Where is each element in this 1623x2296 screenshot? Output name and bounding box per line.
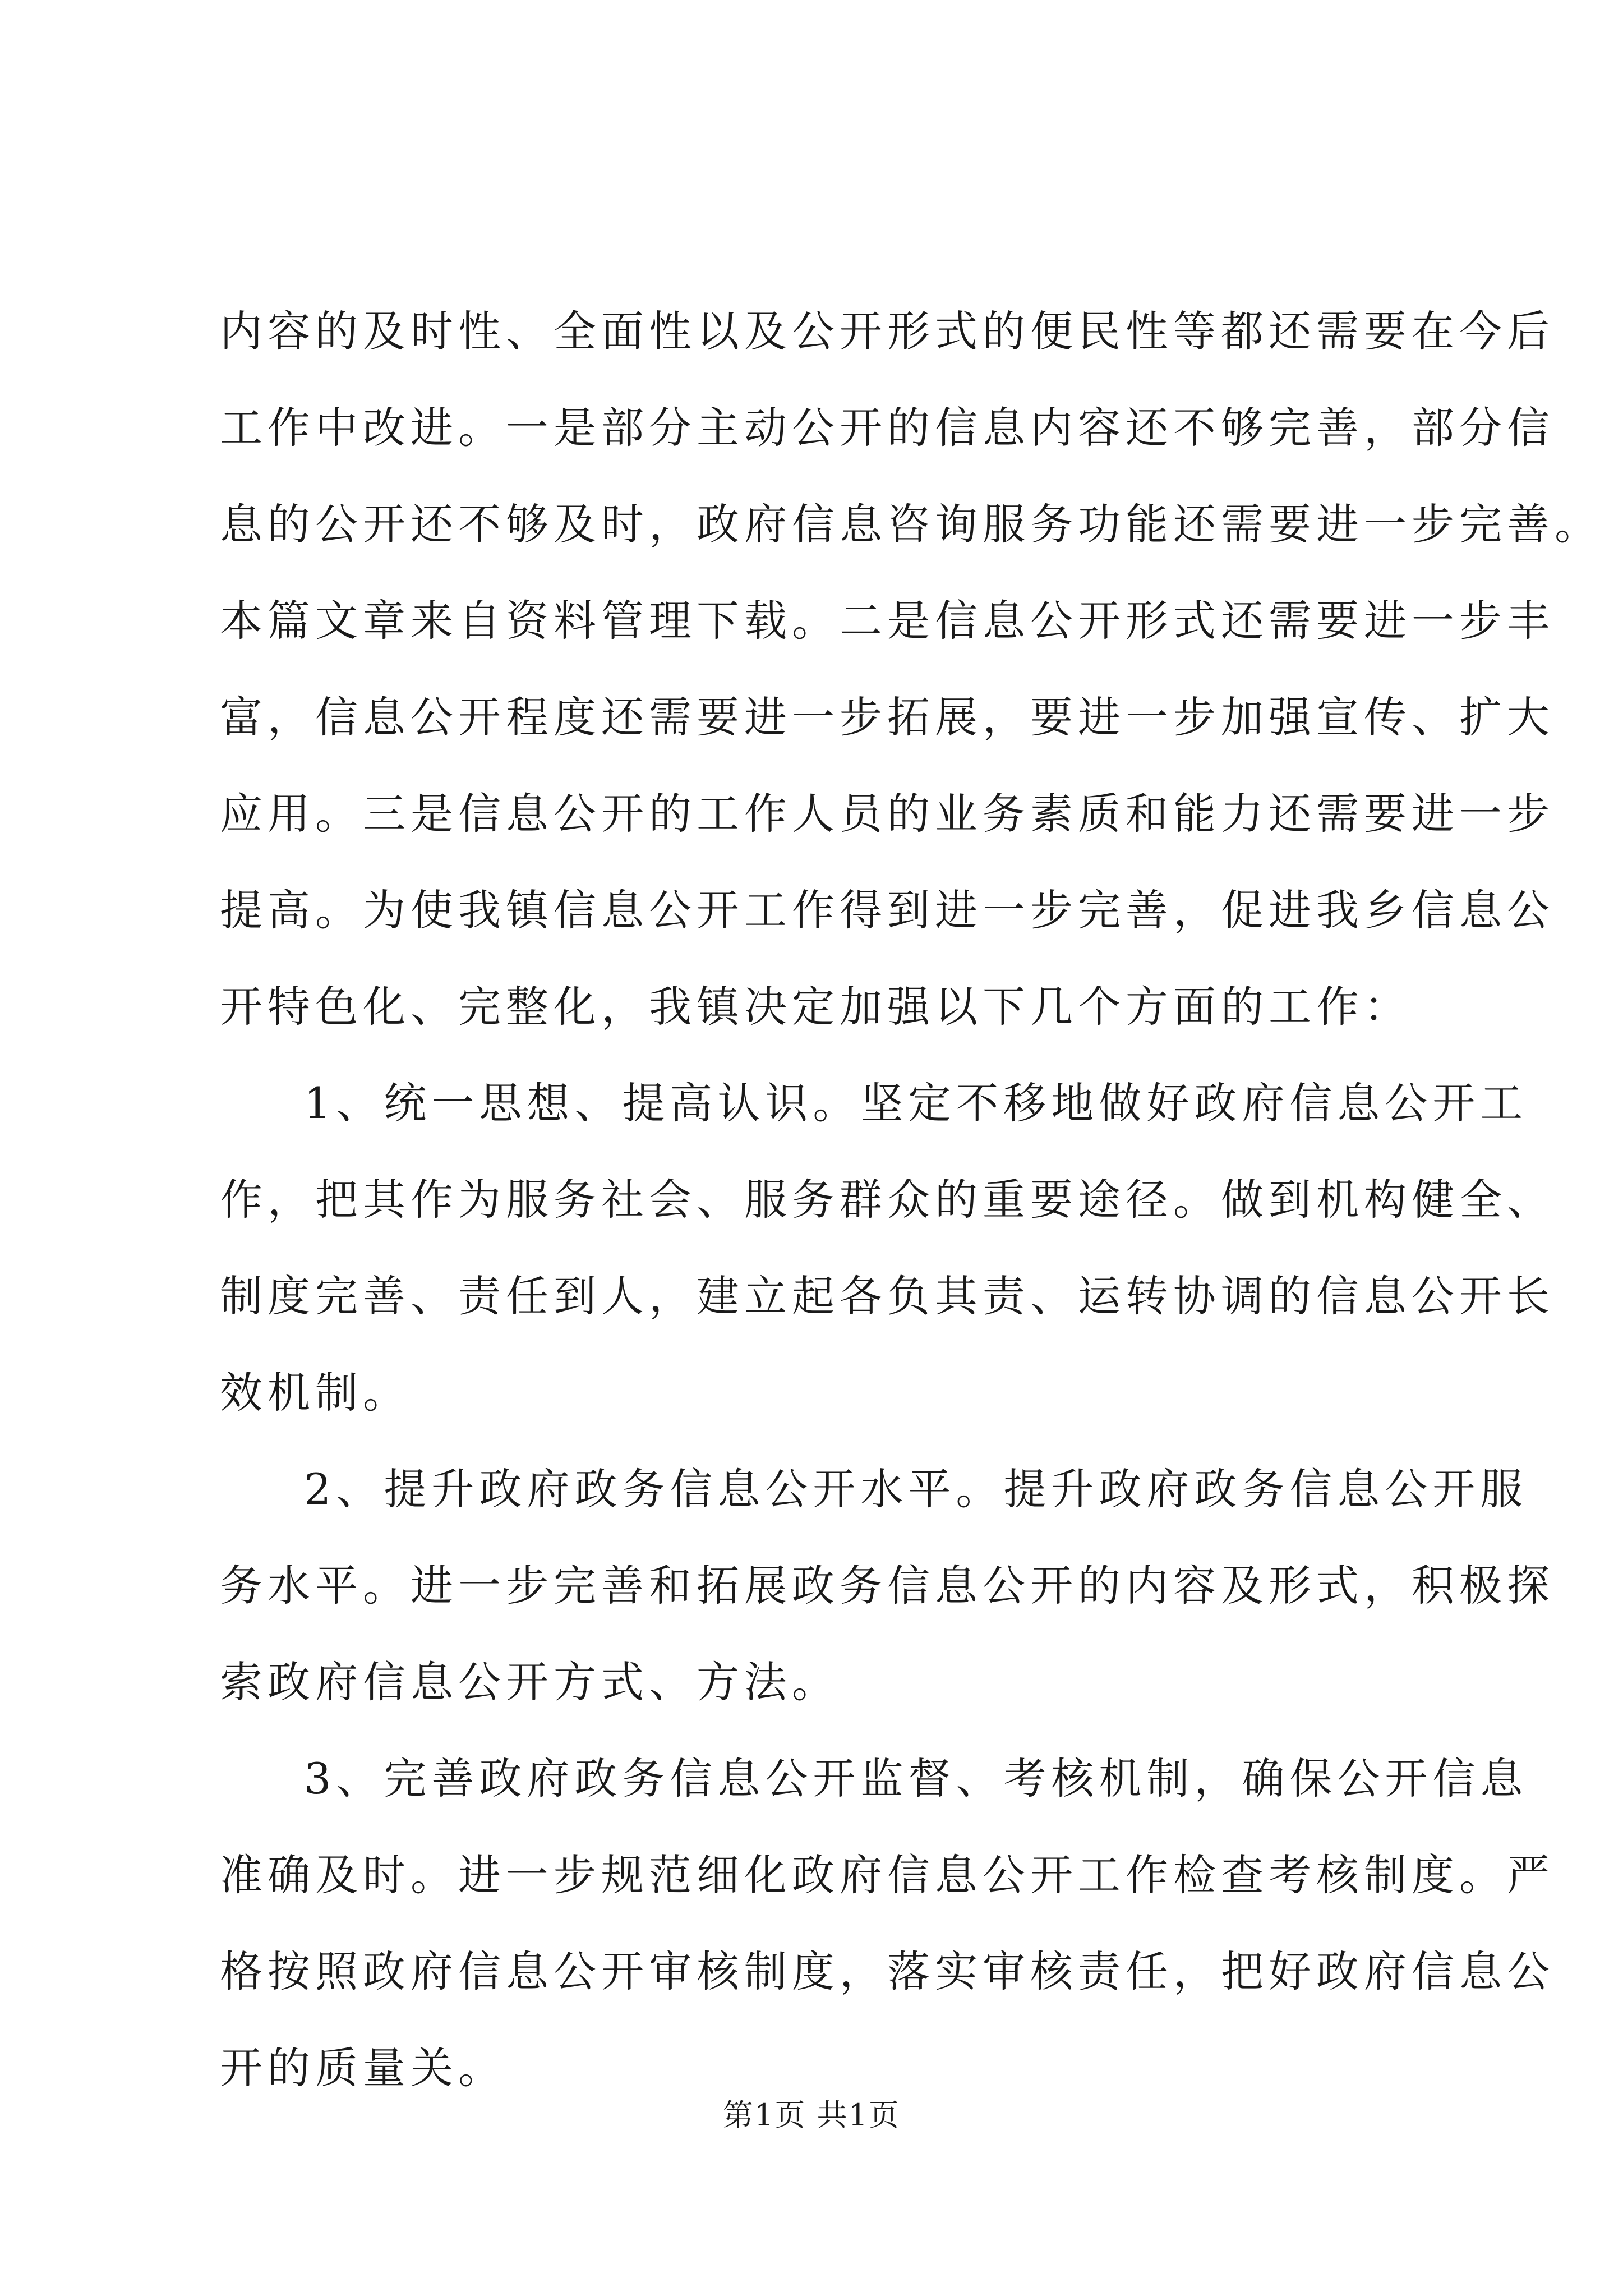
text-line-19: 开的质量关。 bbox=[220, 2043, 506, 2093]
text-line-18: 格按照政府信息公开审核制度，落实审核责任，把好政府信息公 bbox=[220, 1947, 1555, 1996]
text-line-5: 富，信息公开程度还需要进一步拓展，要进一步加强宣传、扩大 bbox=[220, 692, 1555, 742]
text-line-12: 效机制。 bbox=[220, 1368, 411, 1418]
text-line-14: 务水平。进一步完善和拓展政务信息公开的内容及形式，积极探 bbox=[220, 1561, 1555, 1611]
text-line-11: 制度完善、责任到人，建立起各负其责、运转协调的信息公开长 bbox=[220, 1271, 1555, 1321]
paragraph-1-first-line: 1、统一思想、提高认识。坚定不移地做好政府信息公开工 bbox=[304, 1078, 1528, 1128]
paragraph-2-first-line: 2、提升政府政务信息公开水平。提升政府政务信息公开服 bbox=[304, 1464, 1528, 1514]
text-line-8: 开特色化、完整化，我镇决定加强以下几个方面的工作： bbox=[220, 982, 1412, 1032]
text-line-7: 提高。为使我镇信息公开工作得到进一步完善，促进我乡信息公 bbox=[220, 885, 1555, 935]
text-line-3: 息的公开还不够及时，政府信息咨询服务功能还需要进一步完善。 bbox=[220, 499, 1602, 549]
document-body bbox=[220, 283, 1602, 2116]
text-line-4: 本篇文章来自资料管理下载。二是信息公开形式还需要进一步丰 bbox=[220, 596, 1555, 646]
text-line-10: 作，把其作为服务社会、服务群众的重要途径。做到机构健全、 bbox=[220, 1175, 1555, 1225]
text-line-15: 索政府信息公开方式、方法。 bbox=[220, 1657, 840, 1707]
paragraph-3-first-line: 3、完善政府政务信息公开监督、考核机制，确保公开信息 bbox=[304, 1754, 1528, 1803]
text-line-1: 内容的及时性、全面性以及公开形式的便民性等都还需要在今后 bbox=[220, 306, 1555, 356]
text-line-6: 应用。三是信息公开的工作人员的业务素质和能力还需要进一步 bbox=[220, 789, 1555, 839]
text-line-17: 准确及时。进一步规范细化政府信息公开工作检查考核制度。严 bbox=[220, 1850, 1555, 1900]
page-footer: 第1页 共1页 bbox=[723, 2097, 900, 2133]
text-line-2: 工作中改进。一是部分主动公开的信息内容还不够完善，部分信 bbox=[220, 403, 1555, 453]
